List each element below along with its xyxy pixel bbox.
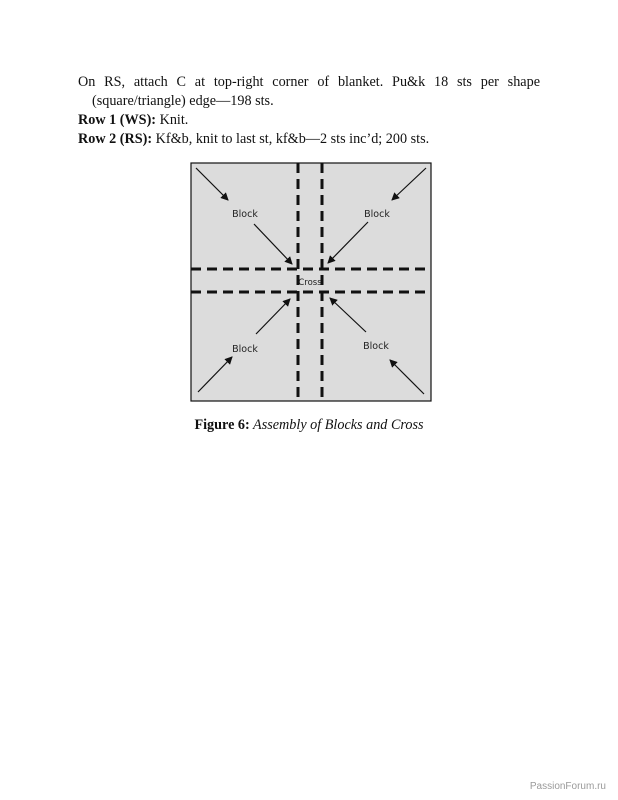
row-2-text: Kf&b, knit to last st, kf&b—2 sts inc’d; 200 sts. (152, 131, 430, 147)
cross-label: Cross (298, 278, 322, 288)
figure-caption-label: Figure 6: (194, 417, 250, 433)
figure-caption-text: Assembly of Blocks and Cross (249, 417, 424, 433)
figure-caption (0, 416, 618, 435)
block-label-bottom-right: Block (363, 341, 389, 352)
row-2-instruction (78, 130, 540, 149)
block-label-top-left: Block (232, 209, 258, 220)
row-1-text: Knit. (156, 112, 189, 128)
instruction-text (78, 73, 540, 149)
assembly-diagram-svg (190, 162, 432, 402)
block-label-bottom-left: Block (232, 344, 258, 355)
intro-paragraph: On RS, attach C at top-right corner of blanket. Pu&k 18 sts per shape (square/triangle) edge—198 sts. (78, 74, 540, 109)
row-1-label: Row 1 (WS): (78, 112, 157, 128)
row-2-label: Row 2 (RS): (78, 131, 153, 147)
site-watermark: PassionForum.ru (529, 781, 606, 792)
row-1-instruction (78, 111, 540, 130)
assembly-diagram (190, 162, 432, 402)
block-label-top-right: Block (364, 209, 390, 220)
